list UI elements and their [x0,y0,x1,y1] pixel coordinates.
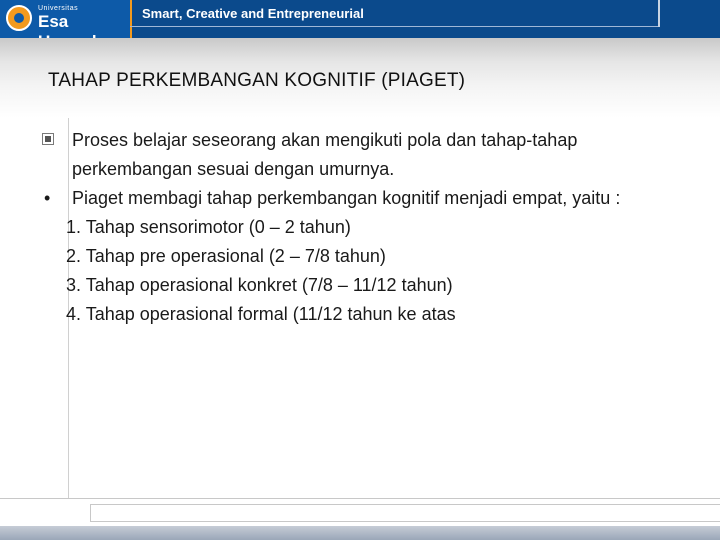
logo [0,0,132,38]
square-bullet-icon [42,133,54,145]
bullet-text: Piaget membagi tahap perkembangan kognitif menjadi empat, yaitu : [72,188,621,208]
logo-emblem-icon [6,5,32,31]
tagline: Smart, Creative and Entrepreneurial [142,6,364,21]
stage-item: 2. Tahap pre operasional (2 – 7/8 tahun) [66,246,386,266]
dot-bullet-icon: • [44,188,51,208]
header-tick [658,0,660,27]
logo-name: Esa [38,12,69,31]
footer-rule [0,498,720,499]
bullet-item [30,184,690,213]
slide-title: TAHAP PERKEMBANGAN KOGNITIF (PIAGET) [48,70,466,91]
header-band [0,0,720,38]
bullet-text: Proses belajar seseorang akan mengikuti pola dan tahap-tahap perkembangan sesuai dengan umurnya. [72,130,578,179]
bullet-item [30,126,690,184]
logo-small-text: Universitas [38,5,79,12]
stage-item: 3. Tahap operasional konkret (7/8 – 11/12 tahun) [66,275,453,295]
slide-content [30,126,690,329]
footer-bar [0,526,720,540]
stage-item: 4. Tahap operasional formal (11/12 tahun ke atas [66,304,456,324]
footer-box [90,504,720,522]
stage-item: 1. Tahap sensorimotor (0 – 2 tahun) [66,217,351,237]
header-divider [130,26,660,27]
